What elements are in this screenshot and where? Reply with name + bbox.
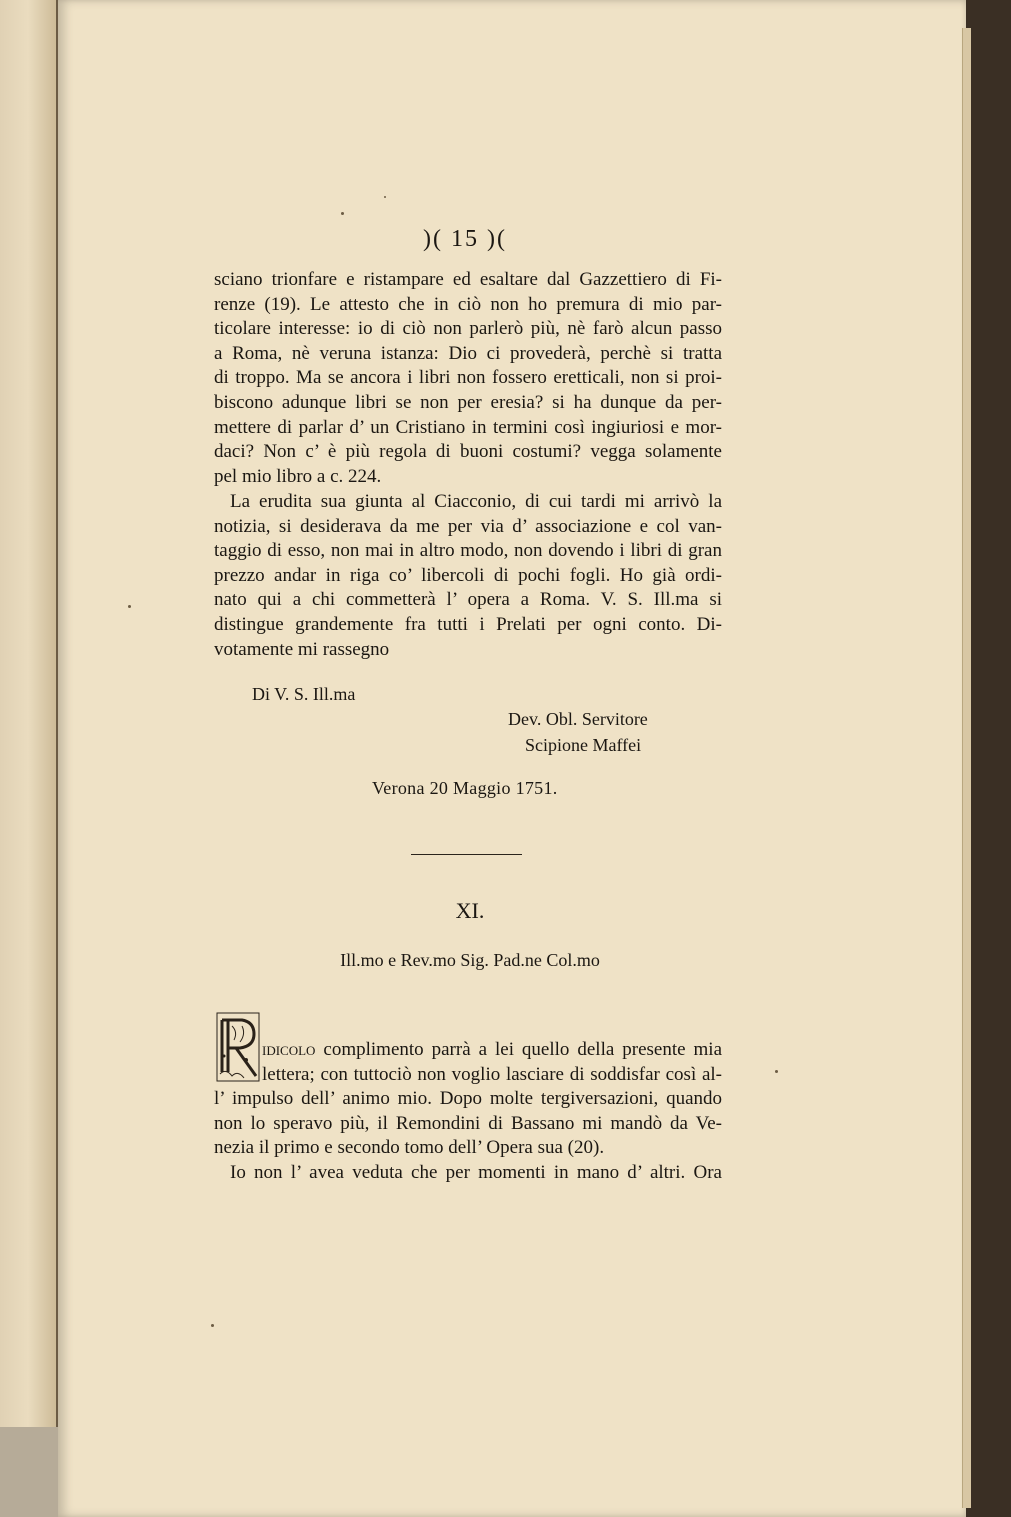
text-line: di troppo. Ma se ancora i libri non fossero eretticali, non si proi-	[214, 367, 722, 389]
text-line: renze (19). Le attesto che in ciò non ho premura di mio par-	[214, 293, 722, 315]
text-line: Io non l’ avea veduta che per momenti in mano d’ altri. Ora	[230, 1161, 722, 1183]
text-line: sciano trionfare e ristampare ed esaltare dal Gazzettiero di Fi-	[214, 269, 722, 290]
left-page-corner	[0, 1427, 58, 1517]
paragraph-1	[214, 268, 722, 489]
section-number: XI.	[455, 898, 485, 923]
text-line: ticolare interesse: io di ciò non parlerò più, nè farò alcun passo	[214, 318, 722, 340]
text-line: votamente mi rassegno	[214, 638, 390, 660]
paragraph-2	[214, 490, 722, 662]
signature-title: Dev. Obl. Servitore	[508, 709, 648, 729]
text-line: a Roma, nè veruna istanza: Dio ci provederà, perchè si tratta	[214, 342, 722, 364]
text-line: notizia, si desiderava da me per via d’ associazione e col van-	[214, 515, 722, 537]
text-line: prezzo andar in riga co’ libercoli di pochi fogli. Ho già ordi-	[214, 564, 722, 586]
text-line: pel mio libro a c. 224.	[214, 465, 382, 487]
right-page-edge	[962, 28, 971, 1508]
text-line: biscono adunque libri se non per eresia? si ha dunque da per-	[214, 391, 722, 413]
place-date: Verona 20 Maggio 1751.	[372, 778, 558, 798]
salutation: Di V. S. Ill.ma	[252, 684, 356, 704]
text-line: taggio di esso, non mai in altro modo, non dovendo i libri di gran	[214, 540, 722, 562]
left-page-edge	[0, 0, 58, 1517]
text-line: l’ impulso dell’ animo mio. Dopo molte tergiversazioni, quando	[214, 1088, 722, 1110]
text-line: daci? Non c’ è più regola di buoni costumi? vegga solamente	[214, 441, 722, 463]
section-divider	[411, 854, 522, 855]
text-line: nezia il primo e secondo tomo dell’ Opera sua (20).	[214, 1137, 605, 1159]
text-line: nato qui a chi commetterà l’ opera a Roma. V. S. Ill.ma si	[214, 589, 722, 611]
letter-xi-body	[214, 1038, 722, 1186]
text-line: La erudita sua giunta al Ciacconio, di cui tardi mi arrivò la	[230, 491, 722, 512]
text-line: mettere di parlar d’ un Cristiano in termini così ingiuriosi e mor-	[214, 416, 722, 438]
initial-word-rest: idicolo	[262, 1039, 316, 1060]
signature-name: Scipione Maffei	[525, 735, 642, 755]
letter-address: Ill.mo e Rev.mo Sig. Pad.ne Col.mo	[340, 950, 600, 970]
text-line	[214, 1038, 722, 1063]
page-number: )( 15 )(	[423, 226, 507, 252]
signature-block	[508, 706, 648, 758]
text-line: distingue grandemente fra tutti i Prelati per ogni conto. Di-	[214, 613, 722, 635]
text-line: lettera; con tuttociò non voglio lasciare di soddisfar così al-	[262, 1063, 722, 1085]
first-line-rest: complimento parrà a lei quello della presente mia	[323, 1039, 723, 1060]
text-line: non lo speravo più, il Remondini di Bassano mi mandò da Ve-	[214, 1112, 722, 1134]
